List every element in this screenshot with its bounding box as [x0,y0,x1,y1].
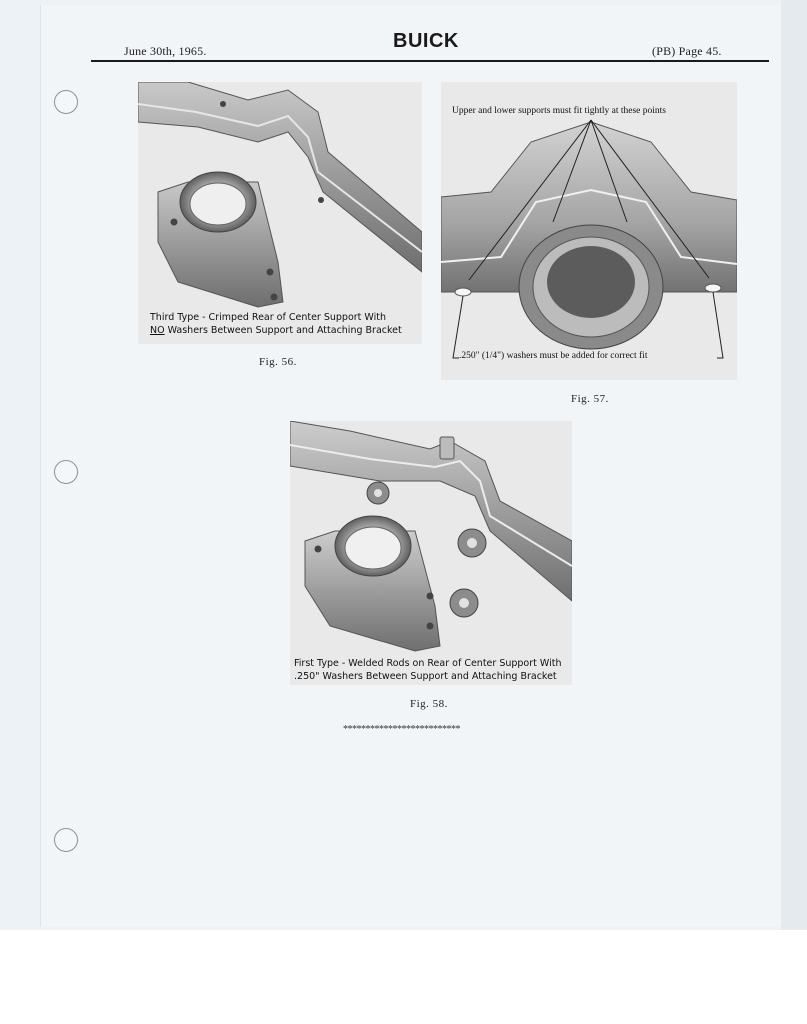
fig58-caption-line2: .250" Washers Between Support and Attaching Bracket [291,670,560,683]
page-edge [781,0,807,930]
fig57-photo [441,82,737,380]
binder-hole [54,460,78,484]
header-date: June 30th, 1965. [124,44,207,58]
fig58-photo [290,421,572,685]
fig56-caption-line2 [147,324,405,337]
separator-stars: ************************** [343,724,460,735]
binder-hole [54,828,78,852]
fig58-label: Fig. 58. [410,698,448,710]
fig57-note-top: Upper and lower supports must fit tightly at these points [452,106,666,116]
fig56-caption-emphasis: NO [150,325,165,336]
fig57-label: Fig. 57. [571,393,609,405]
fig56-caption-rest: Washers Between Support and Attaching Bracket [164,325,402,336]
fig56-caption-line1: Third Type - Crimped Rear of Center Support With [147,311,389,324]
binder-hole [54,90,78,114]
fig56-label: Fig. 56. [259,356,297,368]
fig57-note-bottom: .250" (1/4") washers must be added for correct fit [459,351,648,361]
header-title: BUICK [393,30,459,52]
header-page: (PB) Page 45. [652,44,722,58]
fig58-caption-line1: First Type - Welded Rods on Rear of Center Support With [291,657,564,670]
fig56-photo [138,82,422,344]
header-rule [91,60,769,62]
